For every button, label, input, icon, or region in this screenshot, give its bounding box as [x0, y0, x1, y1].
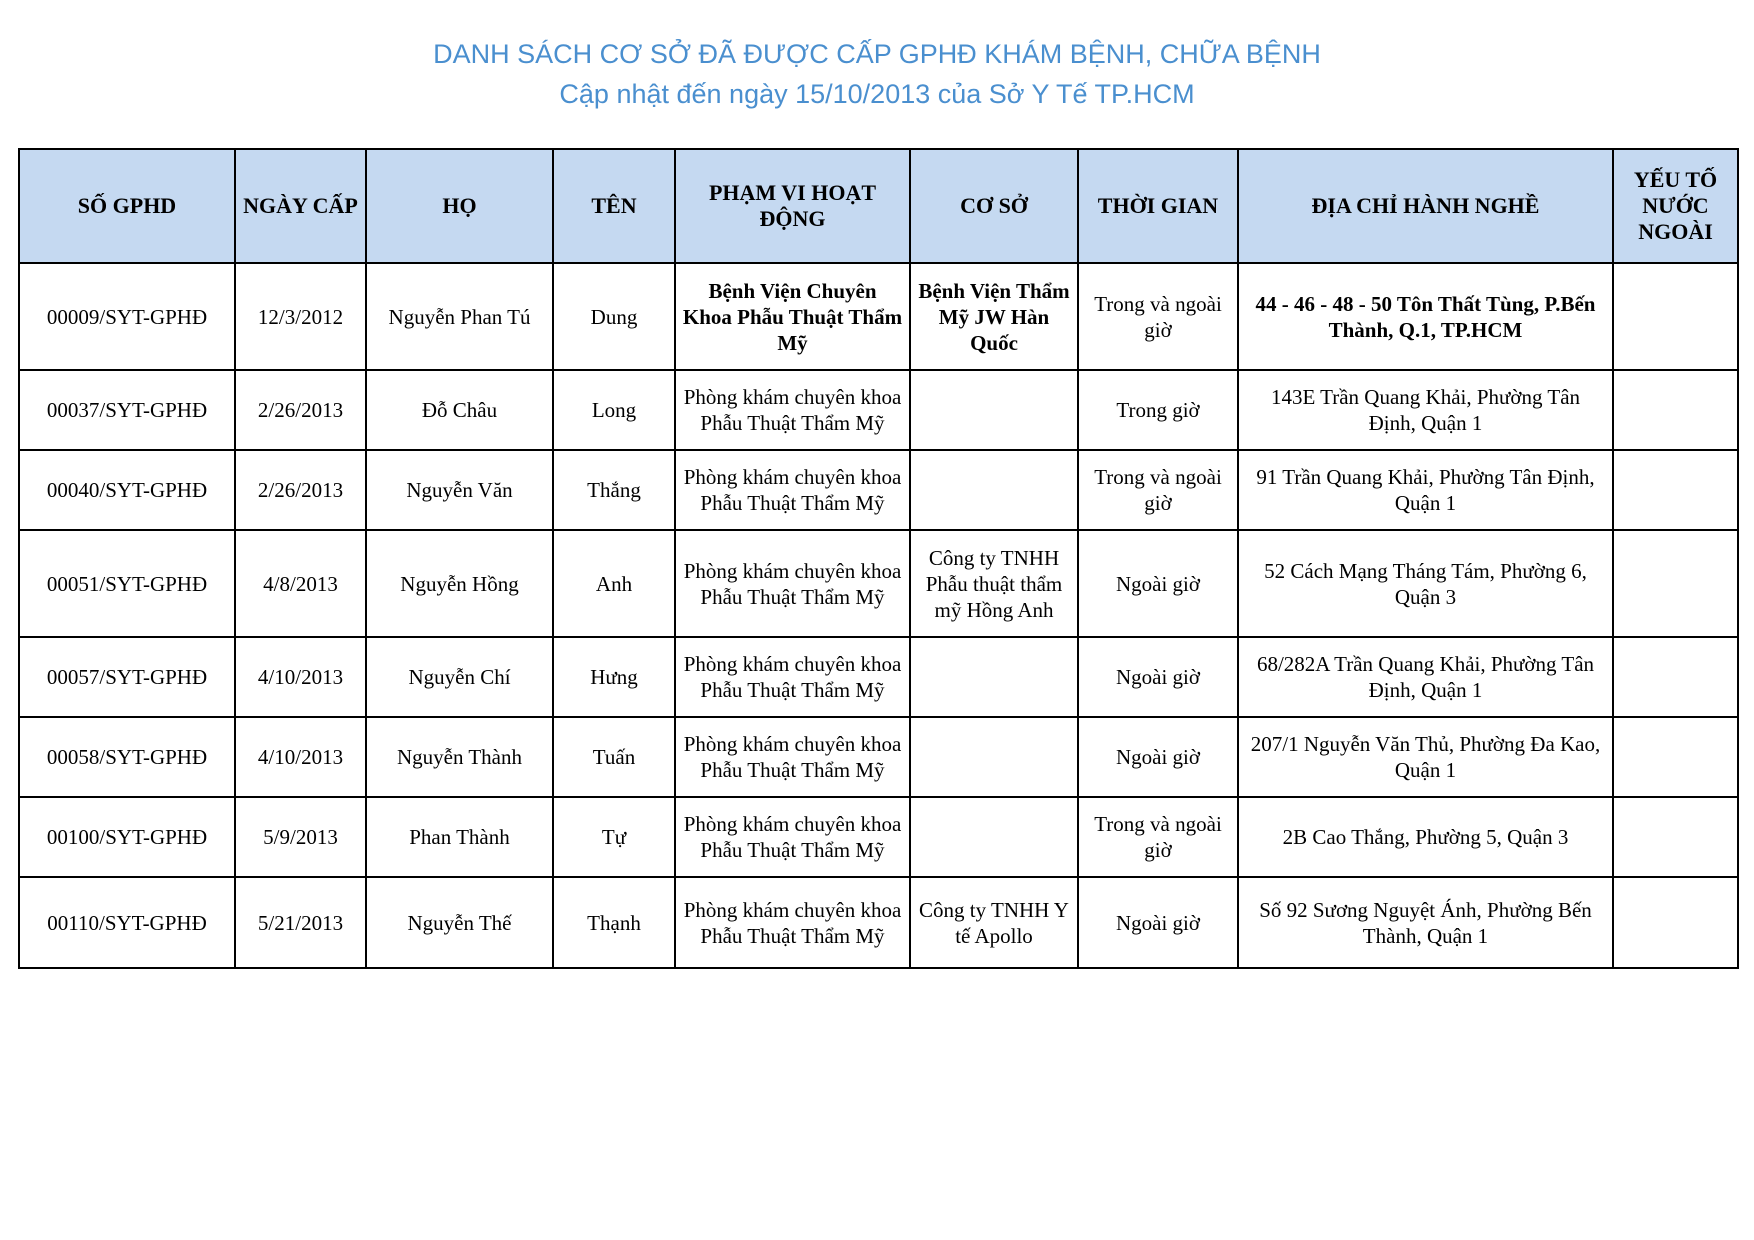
table-row [19, 877, 1738, 968]
cell-given-name: Thạnh [553, 877, 675, 968]
cell-facility [910, 370, 1078, 450]
cell-address: 44 - 46 - 48 - 50 Tôn Thất Tùng, P.Bến Thành, Q.1, TP.HCM [1238, 263, 1613, 370]
col-header-facility: CƠ SỞ [910, 149, 1078, 263]
table-row [19, 450, 1738, 530]
cell-issue-date: 4/10/2013 [235, 717, 366, 797]
cell-address: 68/282A Trần Quang Khải, Phường Tân Định, Quận 1 [1238, 637, 1613, 717]
cell-surname: Nguyễn Văn [366, 450, 553, 530]
cell-surname: Nguyễn Phan Tú [366, 263, 553, 370]
cell-license-number: 00110/SYT-GPHĐ [19, 877, 235, 968]
cell-surname: Phan Thành [366, 797, 553, 877]
table-row [19, 797, 1738, 877]
cell-surname: Nguyễn Thế [366, 877, 553, 968]
cell-license-number: 00100/SYT-GPHĐ [19, 797, 235, 877]
cell-scope: Phòng khám chuyên khoa Phẫu Thuật Thẩm Mỹ [675, 637, 910, 717]
cell-given-name: Anh [553, 530, 675, 637]
license-table [18, 148, 1739, 969]
cell-facility: Công ty TNHH Phẫu thuật thẩm mỹ Hồng Anh [910, 530, 1078, 637]
cell-address: 91 Trần Quang Khải, Phường Tân Định, Quận 1 [1238, 450, 1613, 530]
cell-address: 2B Cao Thắng, Phường 5, Quận 3 [1238, 797, 1613, 877]
cell-facility [910, 797, 1078, 877]
cell-facility [910, 450, 1078, 530]
cell-foreign-element [1613, 797, 1738, 877]
cell-scope: Phòng khám chuyên khoa Phẫu Thuật Thẩm Mỹ [675, 530, 910, 637]
cell-facility: Bệnh Viện Thẩm Mỹ JW Hàn Quốc [910, 263, 1078, 370]
cell-foreign-element [1613, 530, 1738, 637]
cell-license-number: 00040/SYT-GPHĐ [19, 450, 235, 530]
col-header-issue-date: NGÀY CẤP [235, 149, 366, 263]
cell-facility [910, 717, 1078, 797]
col-header-license-number: SỐ GPHD [19, 149, 235, 263]
col-header-scope: PHẠM VI HOẠT ĐỘNG [675, 149, 910, 263]
cell-hours: Trong và ngoài giờ [1078, 797, 1238, 877]
document-title: DANH SÁCH CƠ SỞ ĐÃ ĐƯỢC CẤP GPHĐ KHÁM BỆNH, CHỮA BỆNH [433, 39, 1321, 69]
cell-hours: Ngoài giờ [1078, 530, 1238, 637]
cell-hours: Ngoài giờ [1078, 877, 1238, 968]
col-header-hours: THỜI GIAN [1078, 149, 1238, 263]
cell-license-number: 00057/SYT-GPHĐ [19, 637, 235, 717]
cell-issue-date: 5/9/2013 [235, 797, 366, 877]
cell-issue-date: 5/21/2013 [235, 877, 366, 968]
cell-address: 143E Trần Quang Khải, Phường Tân Định, Quận 1 [1238, 370, 1613, 450]
cell-foreign-element [1613, 637, 1738, 717]
cell-scope: Bệnh Viện Chuyên Khoa Phẫu Thuật Thẩm Mỹ [675, 263, 910, 370]
table-row [19, 717, 1738, 797]
cell-scope: Phòng khám chuyên khoa Phẫu Thuật Thẩm Mỹ [675, 717, 910, 797]
cell-address: Số 92 Sương Nguyệt Ánh, Phường Bến Thành, Quận 1 [1238, 877, 1613, 968]
col-header-surname: HỌ [366, 149, 553, 263]
cell-foreign-element [1613, 877, 1738, 968]
cell-given-name: Hưng [553, 637, 675, 717]
cell-hours: Ngoài giờ [1078, 717, 1238, 797]
cell-hours: Ngoài giờ [1078, 637, 1238, 717]
cell-foreign-element [1613, 717, 1738, 797]
document-subtitle: Cập nhật đến ngày 15/10/2013 của Sở Y Tế TP.HCM [559, 79, 1195, 109]
table-row [19, 263, 1738, 370]
cell-issue-date: 4/10/2013 [235, 637, 366, 717]
cell-scope: Phòng khám chuyên khoa Phẫu Thuật Thẩm Mỹ [675, 797, 910, 877]
cell-surname: Nguyễn Hồng [366, 530, 553, 637]
cell-issue-date: 2/26/2013 [235, 450, 366, 530]
cell-given-name: Dung [553, 263, 675, 370]
cell-license-number: 00058/SYT-GPHĐ [19, 717, 235, 797]
cell-facility: Công ty TNHH Y tế Apollo [910, 877, 1078, 968]
table-row [19, 530, 1738, 637]
cell-given-name: Thắng [553, 450, 675, 530]
cell-surname: Nguyễn Chí [366, 637, 553, 717]
table-row [19, 370, 1738, 450]
cell-given-name: Tự [553, 797, 675, 877]
cell-license-number: 00037/SYT-GPHĐ [19, 370, 235, 450]
cell-foreign-element [1613, 450, 1738, 530]
table-header-row [19, 149, 1738, 263]
cell-hours: Trong và ngoài giờ [1078, 450, 1238, 530]
cell-given-name: Long [553, 370, 675, 450]
cell-surname: Đỗ Châu [366, 370, 553, 450]
cell-surname: Nguyễn Thành [366, 717, 553, 797]
col-header-address: ĐỊA CHỈ HÀNH NGHỀ [1238, 149, 1613, 263]
col-header-given-name: TÊN [553, 149, 675, 263]
table-row [19, 637, 1738, 717]
cell-scope: Phòng khám chuyên khoa Phẫu Thuật Thẩm Mỹ [675, 450, 910, 530]
cell-issue-date: 4/8/2013 [235, 530, 366, 637]
cell-hours: Trong và ngoài giờ [1078, 263, 1238, 370]
cell-scope: Phòng khám chuyên khoa Phẫu Thuật Thẩm Mỹ [675, 370, 910, 450]
cell-license-number: 00009/SYT-GPHĐ [19, 263, 235, 370]
cell-facility [910, 637, 1078, 717]
cell-issue-date: 12/3/2012 [235, 263, 366, 370]
cell-address: 52 Cách Mạng Tháng Tám, Phường 6, Quận 3 [1238, 530, 1613, 637]
cell-given-name: Tuấn [553, 717, 675, 797]
document-header [0, 34, 1754, 114]
cell-address: 207/1 Nguyễn Văn Thủ, Phường Đa Kao, Quận 1 [1238, 717, 1613, 797]
cell-license-number: 00051/SYT-GPHĐ [19, 530, 235, 637]
cell-foreign-element [1613, 370, 1738, 450]
cell-hours: Trong giờ [1078, 370, 1238, 450]
cell-scope: Phòng khám chuyên khoa Phẫu Thuật Thẩm Mỹ [675, 877, 910, 968]
col-header-foreign-element: YẾU TỐ NƯỚC NGOÀI [1613, 149, 1738, 263]
cell-issue-date: 2/26/2013 [235, 370, 366, 450]
cell-foreign-element [1613, 263, 1738, 370]
